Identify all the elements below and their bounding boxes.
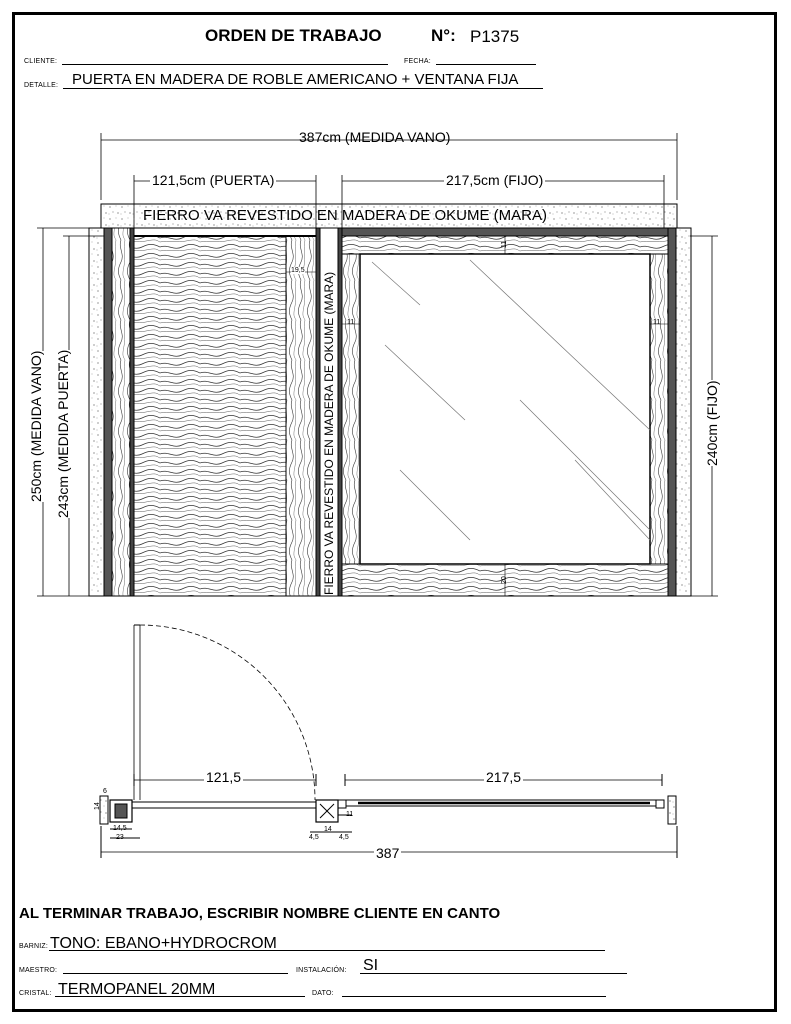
dato-label: DATO: bbox=[312, 990, 334, 997]
height-fixed-label: 240cm (FIJO) bbox=[704, 380, 720, 466]
left-frame bbox=[112, 228, 130, 596]
plan-d6: 6 bbox=[103, 788, 107, 795]
barniz-value: TONO: EBANO+HYDROCROM bbox=[50, 935, 277, 952]
plan-d23: 23 bbox=[116, 834, 124, 841]
door-width-label: 121,5cm (PUERTA) bbox=[152, 172, 275, 188]
fixed-width-label: 217,5cm (FIJO) bbox=[446, 172, 544, 188]
dim-19-5: 19,5 bbox=[291, 267, 305, 274]
plan-d4-5-b: 4,5 bbox=[339, 834, 349, 841]
detalle-value: PUERTA EN MADERA DE ROBLE AMERICANO + VENTANA FIJA bbox=[72, 71, 519, 88]
glass-pane bbox=[360, 254, 650, 564]
cristal-value: TERMOPANEL 20MM bbox=[58, 981, 216, 998]
plan-d14-5: 14,5 bbox=[113, 825, 127, 832]
dim-11-right: 11 bbox=[653, 319, 661, 326]
instruction-text: AL TERMINAR TRABAJO, ESCRIBIR NOMBRE CLIENTE EN CANTO bbox=[19, 905, 501, 922]
door-stile bbox=[286, 236, 316, 596]
dato-field[interactable] bbox=[342, 996, 606, 997]
plan-d4-5-a: 4,5 bbox=[309, 834, 319, 841]
barniz-label: BARNIZ: bbox=[19, 943, 49, 950]
plan-d14: 14 bbox=[94, 802, 101, 810]
maestro-label: MAESTRO: bbox=[19, 967, 58, 974]
overall-width-label: 387cm (MEDIDA VANO) bbox=[299, 129, 451, 145]
left-steel-post bbox=[104, 228, 112, 596]
plan-view bbox=[100, 625, 677, 858]
middle-post-note: FIERRO VA REVESTIDO EN MADERA DE OKUME (MARA) bbox=[322, 271, 336, 595]
plan-d11: 11 bbox=[346, 811, 354, 818]
dim-11-top: 11 bbox=[501, 240, 508, 248]
plan-fixed-width: 217,5 bbox=[486, 769, 522, 785]
fecha-label: FECHA: bbox=[404, 58, 431, 65]
detalle-label: DETALLE: bbox=[24, 82, 59, 89]
dim-11-left: 11 bbox=[347, 319, 355, 326]
page-title: ORDEN DE TRABAJO bbox=[205, 26, 382, 45]
height-vano-label: 250cm (MEDIDA VANO) bbox=[28, 350, 44, 502]
instalacion-value: SI bbox=[363, 957, 379, 974]
right-wall bbox=[676, 228, 691, 596]
dim-20: 20 bbox=[501, 576, 508, 584]
plan-d14-b: 14 bbox=[324, 826, 332, 833]
height-door-label: 243cm (MEDIDA PUERTA) bbox=[55, 349, 71, 518]
plan-total: 387 bbox=[376, 845, 400, 861]
lintel-note: FIERRO VA REVESTIDO EN MADERA DE OKUME (MARA) bbox=[143, 207, 547, 224]
door-leaf bbox=[134, 236, 286, 596]
maestro-field[interactable] bbox=[63, 973, 288, 974]
cliente-label: CLIENTE: bbox=[24, 58, 58, 65]
right-steel-post bbox=[668, 228, 676, 596]
order-number-label: N°: bbox=[431, 26, 456, 45]
instalacion-field[interactable] bbox=[360, 973, 627, 974]
instalacion-label: INSTALACIÓN: bbox=[296, 967, 347, 974]
order-number: P1375 bbox=[470, 27, 520, 46]
left-wall bbox=[89, 228, 104, 596]
cristal-label: CRISTAL: bbox=[19, 990, 52, 997]
plan-door-width: 121,5 bbox=[206, 769, 242, 785]
